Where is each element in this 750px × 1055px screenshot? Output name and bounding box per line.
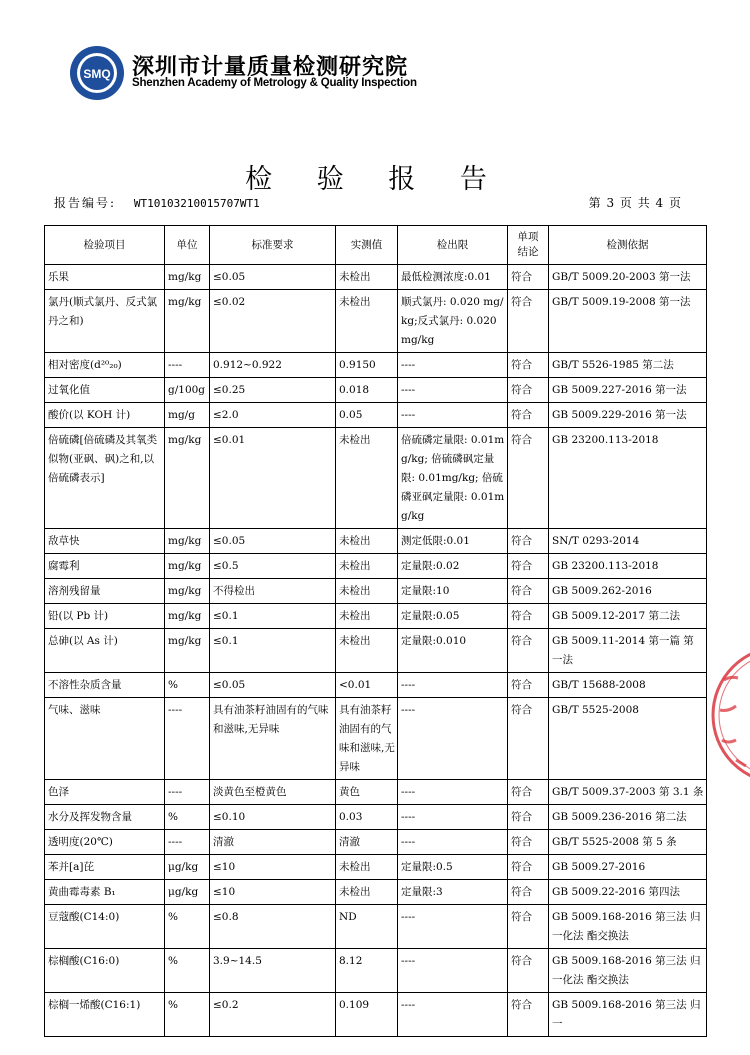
cell-conclusion: 符合	[508, 673, 549, 698]
cell-measured: ND	[336, 905, 398, 949]
cell-measured: 未检出	[336, 290, 398, 353]
cell-limit: ----	[398, 805, 508, 830]
cell-unit: mg/kg	[165, 629, 210, 673]
cell-requirement: ≤0.05	[210, 265, 336, 290]
cell-item: 溶剂残留量	[45, 579, 165, 604]
cell-limit: ----	[398, 403, 508, 428]
table-row	[45, 830, 707, 855]
cell-conclusion: 符合	[508, 554, 549, 579]
cell-limit: 定量限:0.5	[398, 855, 508, 880]
cell-conclusion: 符合	[508, 579, 549, 604]
cell-limit: 定量限:10	[398, 579, 508, 604]
smq-logo-icon	[68, 44, 126, 102]
cell-item: 总砷(以 As 计)	[45, 629, 165, 673]
cell-unit: ----	[165, 698, 210, 780]
cell-item: 过氧化值	[45, 378, 165, 403]
cell-basis: GB/T 5009.19-2008 第一法	[549, 290, 707, 353]
cell-limit: 测定低限:0.01	[398, 529, 508, 554]
cell-basis: GB 5009.11-2014 第一篇 第一法	[549, 629, 707, 673]
cell-conclusion: 符合	[508, 698, 549, 780]
cell-limit: 定量限:0.010	[398, 629, 508, 673]
cell-conclusion: 符合	[508, 993, 549, 1037]
cell-conclusion: 符合	[508, 428, 549, 529]
cell-measured: <0.01	[336, 673, 398, 698]
cell-item: 腐霉利	[45, 554, 165, 579]
cell-unit: ----	[165, 780, 210, 805]
cell-unit: mg/kg	[165, 265, 210, 290]
cell-unit: %	[165, 993, 210, 1037]
table-row	[45, 554, 707, 579]
cell-requirement: 清澈	[210, 830, 336, 855]
cell-measured: 0.03	[336, 805, 398, 830]
cell-basis: GB 5009.168-2016 第三法 归一	[549, 993, 707, 1037]
cell-basis: GB 5009.229-2016 第一法	[549, 403, 707, 428]
cell-limit: ----	[398, 830, 508, 855]
table-row	[45, 378, 707, 403]
cell-item: 色泽	[45, 780, 165, 805]
cell-requirement: 3.9~14.5	[210, 949, 336, 993]
cell-limit: 最低检测浓度:0.01	[398, 265, 508, 290]
cell-measured: 0.109	[336, 993, 398, 1037]
cell-unit: ----	[165, 353, 210, 378]
org-name-en: Shenzhen Academy of Metrology & Quality Inspection	[132, 77, 417, 89]
cell-unit: μg/kg	[165, 855, 210, 880]
cell-conclusion: 符合	[508, 949, 549, 993]
table-row	[45, 949, 707, 993]
cell-basis: GB 5009.262-2016	[549, 579, 707, 604]
cell-requirement: ≤0.25	[210, 378, 336, 403]
table-row	[45, 290, 707, 353]
cell-basis: GB 5009.168-2016 第三法 归一化法 酯交换法	[549, 949, 707, 993]
cell-measured: 0.05	[336, 403, 398, 428]
cell-measured: 未检出	[336, 880, 398, 905]
cell-conclusion: 符合	[508, 353, 549, 378]
cell-unit: mg/kg	[165, 428, 210, 529]
cell-basis: GB/T 5525-2008 第 5 条	[549, 830, 707, 855]
cell-unit: mg/kg	[165, 579, 210, 604]
cell-requirement: 不得检出	[210, 579, 336, 604]
cell-measured: 0.018	[336, 378, 398, 403]
table-row	[45, 604, 707, 629]
table-row	[45, 265, 707, 290]
cell-requirement: ≤0.2	[210, 993, 336, 1037]
cell-item: 铅(以 Pb 计)	[45, 604, 165, 629]
table-row	[45, 880, 707, 905]
cell-conclusion: 符合	[508, 265, 549, 290]
cell-basis: GB/T 15688-2008	[549, 673, 707, 698]
results-table	[44, 225, 707, 1037]
logo-text: SMQ	[83, 67, 111, 81]
table-row	[45, 855, 707, 880]
org-name-cn: 深圳市计量质量检测研究院	[132, 55, 409, 80]
cell-conclusion: 符合	[508, 378, 549, 403]
cell-measured: 未检出	[336, 529, 398, 554]
table-row	[45, 993, 707, 1037]
cell-limit: ----	[398, 698, 508, 780]
cell-item: 氯丹(顺式氯丹、反式氯丹之和)	[45, 290, 165, 353]
cell-unit: mg/kg	[165, 290, 210, 353]
header-item: 检验项目	[45, 226, 165, 265]
cell-requirement: ≤0.1	[210, 629, 336, 673]
cell-conclusion: 符合	[508, 880, 549, 905]
cell-unit: %	[165, 805, 210, 830]
report-title: 检 验 报 告	[245, 164, 505, 195]
cell-item: 豆蔻酸(C14:0)	[45, 905, 165, 949]
cell-requirement: ≤2.0	[210, 403, 336, 428]
cell-limit: 定量限:0.05	[398, 604, 508, 629]
table-body	[45, 265, 707, 1037]
cell-unit: g/100g	[165, 378, 210, 403]
cell-measured: 未检出	[336, 265, 398, 290]
cell-requirement: ≤0.5	[210, 554, 336, 579]
cell-conclusion: 符合	[508, 905, 549, 949]
cell-measured: 未检出	[336, 428, 398, 529]
cell-unit: mg/kg	[165, 604, 210, 629]
cell-limit: 定量限:3	[398, 880, 508, 905]
cell-unit: mg/kg	[165, 554, 210, 579]
header-unit: 单位	[165, 226, 210, 265]
cell-measured: 未检出	[336, 855, 398, 880]
cell-requirement: ≤0.05	[210, 673, 336, 698]
table-row	[45, 780, 707, 805]
cell-limit: ----	[398, 905, 508, 949]
cell-measured: 8.12	[336, 949, 398, 993]
cell-conclusion: 符合	[508, 805, 549, 830]
cell-basis: SN/T 0293-2014	[549, 529, 707, 554]
cell-conclusion: 符合	[508, 780, 549, 805]
table-row	[45, 673, 707, 698]
cell-unit: %	[165, 949, 210, 993]
cell-unit: %	[165, 673, 210, 698]
cell-conclusion: 符合	[508, 529, 549, 554]
page-number: 第 3 页 共 4 页	[588, 196, 682, 210]
cell-limit: ----	[398, 353, 508, 378]
cell-item: 苯并[a]芘	[45, 855, 165, 880]
table-row	[45, 905, 707, 949]
report-number-label: 报告编号:	[54, 196, 117, 210]
cell-basis: GB 5009.236-2016 第二法	[549, 805, 707, 830]
cell-basis: GB/T 5009.20-2003 第一法	[549, 265, 707, 290]
cell-limit: 顺式氯丹: 0.020 mg/kg;反式氯丹: 0.020 mg/kg	[398, 290, 508, 353]
cell-requirement: 具有油茶籽油固有的气味和滋味,无异味	[210, 698, 336, 780]
cell-requirement: ≤0.05	[210, 529, 336, 554]
table-row	[45, 353, 707, 378]
cell-basis: GB 5009.27-2016	[549, 855, 707, 880]
table-row	[45, 629, 707, 673]
cell-basis: GB 23200.113-2018	[549, 428, 707, 529]
table-row	[45, 579, 707, 604]
cell-conclusion: 符合	[508, 604, 549, 629]
cell-conclusion: 符合	[508, 403, 549, 428]
cell-requirement: ≤0.02	[210, 290, 336, 353]
cell-basis: GB 23200.113-2018	[549, 554, 707, 579]
table-row	[45, 428, 707, 529]
cell-basis: GB 5009.227-2016 第一法	[549, 378, 707, 403]
cell-unit: mg/g	[165, 403, 210, 428]
cell-basis: GB/T 5009.37-2003 第 3.1 条	[549, 780, 707, 805]
cell-item: 棕榈酸(C16:0)	[45, 949, 165, 993]
cell-conclusion: 符合	[508, 830, 549, 855]
cell-measured: 未检出	[336, 604, 398, 629]
cell-measured: 0.9150	[336, 353, 398, 378]
cell-conclusion: 符合	[508, 855, 549, 880]
cell-limit: ----	[398, 780, 508, 805]
cell-item: 倍硫磷[倍硫磷及其氧类似物(亚砜、砜)之和,以倍硫磷表示]	[45, 428, 165, 529]
cell-limit: ----	[398, 378, 508, 403]
header-measured: 实测值	[336, 226, 398, 265]
cell-item: 敌草快	[45, 529, 165, 554]
report-number	[54, 194, 260, 211]
cell-limit: ----	[398, 673, 508, 698]
cell-item: 不溶性杂质含量	[45, 673, 165, 698]
cell-item: 气味、滋味	[45, 698, 165, 780]
org-header	[68, 44, 417, 104]
cell-basis: GB 5009.168-2016 第三法 归一化法 酯交换法	[549, 905, 707, 949]
cell-measured: 黄色	[336, 780, 398, 805]
cell-measured: 清澈	[336, 830, 398, 855]
table-row	[45, 698, 707, 780]
header-basis: 检测依据	[549, 226, 707, 265]
cell-item: 黄曲霉毒素 B₁	[45, 880, 165, 905]
header-conclusion: 单项 结论	[508, 226, 549, 265]
header-limit: 检出限	[398, 226, 508, 265]
cell-conclusion: 符合	[508, 629, 549, 673]
cell-basis: GB 5009.12-2017 第二法	[549, 604, 707, 629]
cell-measured: 未检出	[336, 629, 398, 673]
cell-measured: 具有油茶籽油固有的气味和滋味,无异味	[336, 698, 398, 780]
cell-requirement: ≤0.8	[210, 905, 336, 949]
cell-requirement: ≤10	[210, 855, 336, 880]
report-number-value: WT10103210015707WT1	[133, 197, 260, 210]
cell-requirement: ≤0.1	[210, 604, 336, 629]
table-row	[45, 403, 707, 428]
cell-measured: 未检出	[336, 579, 398, 604]
cell-requirement: ≤0.10	[210, 805, 336, 830]
table-row	[45, 529, 707, 554]
cell-requirement: ≤0.01	[210, 428, 336, 529]
cell-basis: GB 5009.22-2016 第四法	[549, 880, 707, 905]
cell-measured: 未检出	[336, 554, 398, 579]
cell-item: 乐果	[45, 265, 165, 290]
cell-unit: mg/kg	[165, 529, 210, 554]
cell-limit: 定量限:0.02	[398, 554, 508, 579]
cell-requirement: ≤10	[210, 880, 336, 905]
cell-item: 酸价(以 KOH 计)	[45, 403, 165, 428]
cell-limit: ----	[398, 993, 508, 1037]
cell-requirement: 淡黄色至橙黄色	[210, 780, 336, 805]
cell-limit: ----	[398, 949, 508, 993]
cell-item: 相对密度(d²⁰₂₀)	[45, 353, 165, 378]
cell-item: 水分及挥发物含量	[45, 805, 165, 830]
cell-limit: 倍硫磷定量限: 0.01mg/kg; 倍硫磷砜定量限: 0.01mg/kg; 倍硫磷亚砜定量限: 0.01mg/kg	[398, 428, 508, 529]
cell-item: 棕榈一烯酸(C16:1)	[45, 993, 165, 1037]
red-stamp-icon	[706, 640, 750, 790]
header-requirement: 标准要求	[210, 226, 336, 265]
cell-unit: μg/kg	[165, 880, 210, 905]
cell-basis: GB/T 5526-1985 第二法	[549, 353, 707, 378]
cell-item: 透明度(20℃)	[45, 830, 165, 855]
cell-conclusion: 符合	[508, 290, 549, 353]
cell-basis: GB/T 5525-2008	[549, 698, 707, 780]
cell-requirement: 0.912~0.922	[210, 353, 336, 378]
table-row	[45, 805, 707, 830]
cell-unit: %	[165, 905, 210, 949]
cell-unit: ----	[165, 830, 210, 855]
table-header-row	[45, 226, 707, 265]
